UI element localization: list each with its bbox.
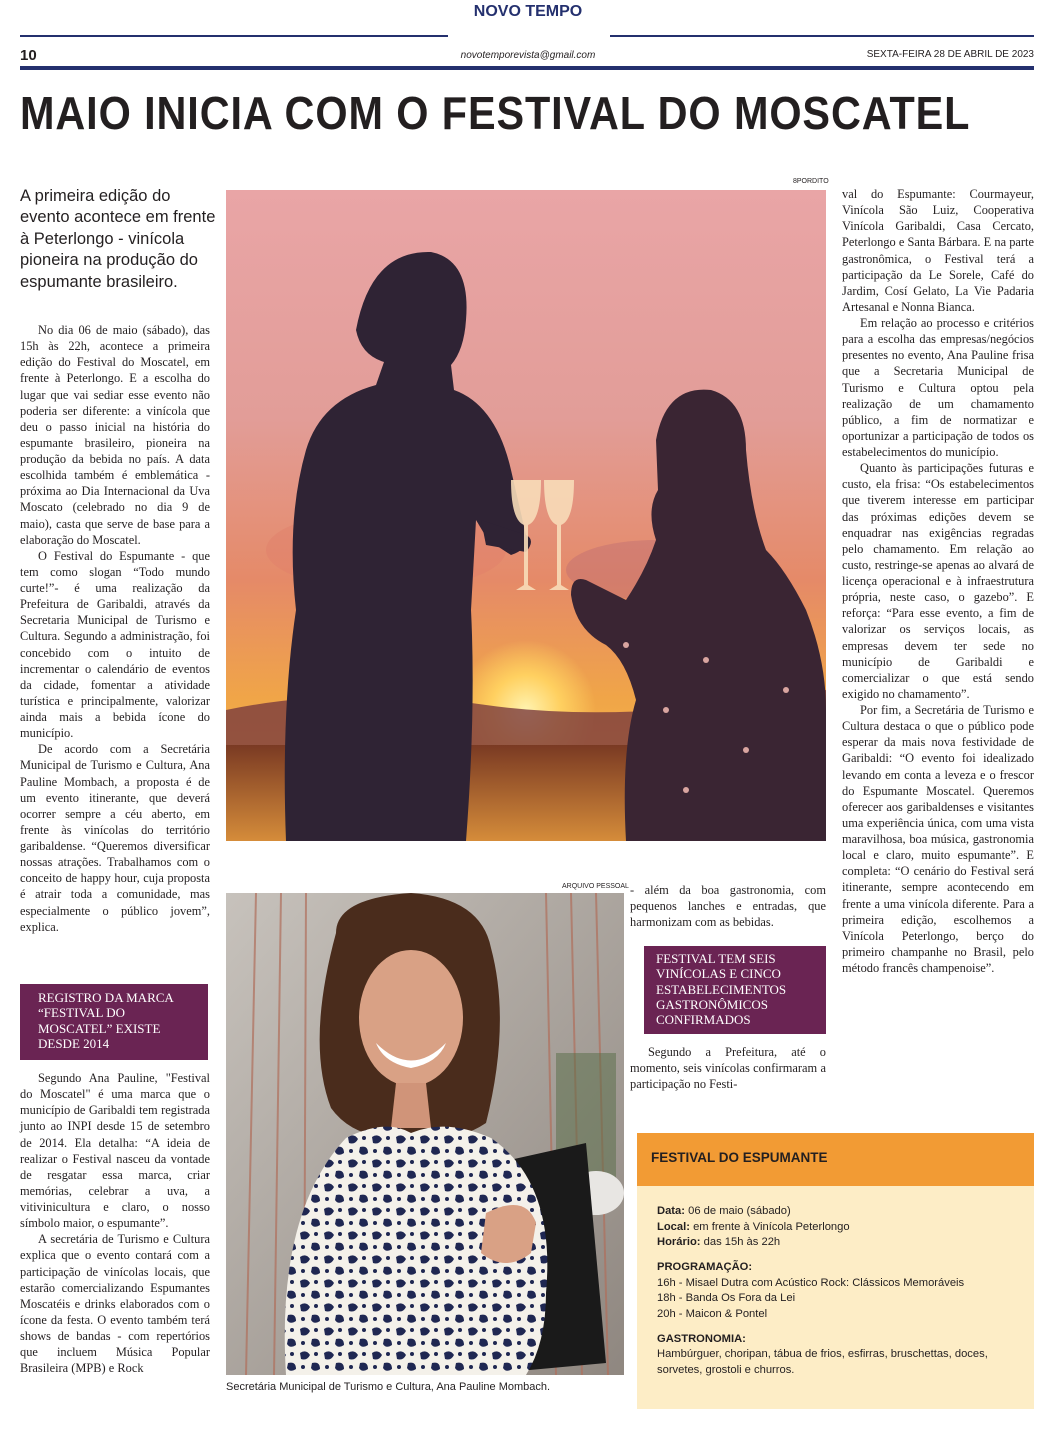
program-heading: PROGRAMAÇÃO: xyxy=(657,1261,753,1274)
info-time-value: das 15h às 22h xyxy=(703,1236,781,1249)
info-food-label xyxy=(657,1332,1034,1348)
paragraph: De acordo com a Secretária Municipal de Turismo e Cultura, Ana Pauline Mombach, a proposta é de um evento itinerante, que deverá ocorrer sempre a céu aberto, em frente às vinícolas do território garibaldense. “Queremos diversificar nossas atrações. Trabalhamos com o conceito de happy hour, cuja proposta é atrair toda a comunidade, mas especialmente o público jovem”, explica. xyxy=(20,742,210,934)
program-item: 20h - Maicon & Pontel xyxy=(657,1308,768,1321)
header-rule-right xyxy=(610,35,1034,37)
info-box-title: FESTIVAL DO ESPUMANTE xyxy=(637,1133,1034,1186)
paragraph: Segundo Ana Pauline, "Festival do Moscatel" é uma marca que o município de Garibaldi tem registrada junto ao INPI desde 15 de setembro de 2014. Ela detalha: “A ideia de realizar o Festival nasceu da vontade de resgatar essa marca, criar memórias, celebrar a uva, a vitivinicultura e claro, o nosso símbolo maior, o espumante”. xyxy=(20,1071,210,1231)
body-column-2 xyxy=(630,882,826,930)
masthead: NOVO TEMPO xyxy=(473,3,583,20)
event-info-box xyxy=(637,1133,1034,1409)
header-rule-left xyxy=(20,35,448,37)
info-location-label: Local: xyxy=(657,1220,690,1233)
paragraph: Por fim, a Secretária de Turismo e Cultura destaca o que o público pode esperar da mais nova festividade de Garibaldi: “O evento foi idealizado levando em conta a leveza e o frescor do Espumante Moscatel. Queremos oferecer aos garibaldenses e visitantes uma experiência única, com uma vista maravilhosa, boa música, gastronomia local e claro, muito espumante”. E completa: “O cenário do Festival será itinerante, sempre acontecendo em frente a uma vinícola diferente. Para a primeira edição, escolhemos a Vinícola Peterlongo, berço do primeiro champanhe no Brasil, pelo método francês champenoise”. xyxy=(842,703,1034,975)
paragraph: - além da boa gastronomia, com pequenos lanches e entradas, que harmonizam com as bebidas. xyxy=(630,883,826,930)
info-date xyxy=(657,1204,1034,1220)
program-item: 16h - Misael Dutra com Acústico Rock: Clássicos Memoráveis xyxy=(657,1276,965,1289)
callout-brand-registration: REGISTRO DA MARCA “FESTIVAL DO MOSCATEL” EXISTE DESDE 2014 xyxy=(20,984,208,1060)
photo-couple-toast xyxy=(226,190,826,841)
info-program-label xyxy=(657,1260,1034,1276)
photo-credit-main: 8PORDITO xyxy=(793,178,829,185)
paragraph: A secretária de Turismo e Cultura explica que o evento contará com a participação de vinícolas locais, que estarão comercializando Espumantes Moscatéis e drinks elaborados com o ícone da festa. O evento também terá shows de bandas - com repertórios que incluem Música Popular Brasileira (MPB) e Rock xyxy=(20,1232,210,1376)
body-column-1 xyxy=(20,322,210,935)
article-lead: A primeira edição do evento acontece em frente à Peterlongo - vinícola pioneira na produção do espumante brasileiro. xyxy=(20,187,216,291)
info-location xyxy=(657,1220,1034,1236)
paragraph: Quanto às participações futuras e custo, ela frisa: “Os estabelecimentos que tiverem interesse em participar das próximas edições devem se enquadrar nas exigências regradas pelo chamamento. Em relação ao custo, restringe-se apenas ao alvará de licença operacional e à infraestrutura própria, neste caso, o gazebo”. E reforça: “Para esse evento, a fim de valorizar os serviços locais, as empresas devem ter sede no município de Garibaldi e comercializar o que está sendo exigido no chamamento”. xyxy=(842,461,1034,701)
program-item: 18h - Banda Os Fora da Lei xyxy=(657,1292,796,1305)
info-time xyxy=(657,1235,1034,1251)
body-column-3 xyxy=(842,186,1034,976)
info-location-value: em frente à Vinícola Peterlongo xyxy=(693,1220,850,1233)
paragraph: No dia 06 de maio (sábado), das 15h às 22h, acontece a primeira edição do Festival do Moscatel, em frente à Peterlongo. E a escolha do lugar que vai sediar esse evento não poderia ser diferente: a vinícola que deu o passo inicial na história do espumante brasileiro, pioneira na produção da bebida no país. A data escolhida também é emblemática - próxima ao Dia Internacional da Uva Moscato (celebrado no dia 9 de maio), casta que serve de base para a elaboração do Moscatel. xyxy=(20,323,210,547)
info-time-label: Horário: xyxy=(657,1236,701,1249)
body-column-1-continued xyxy=(20,1070,210,1376)
info-date-value: 06 de maio (sábado) xyxy=(688,1205,791,1217)
paragraph: O Festival do Espumante - que tem como slogan “Todo mundo curte!”- é uma realização da Prefeitura de Garibaldi, através da Secretaria Municipal de Turismo e Cultura. Segundo a administração, foi concebido com o intuito de incrementar o calendário de eventos da cidade, fomentar a atividade turística e principalmente, valorizar ainda mais a bebida ícone do município. xyxy=(20,548,210,741)
paragraph: val do Espumante: Courmayeur, Vinícola São Luiz, Cooperativa Vinícola Garibaldi, Casa Cercato, Peterlongo e Santa Bárbara. E na parte gastronômica, o Festival terá a participação da Le Sorele, Café do Jardim, Cosí Gelato, La Vie Padaria Artesanal e Nonna Bianca. xyxy=(842,187,1034,314)
contact-email[interactable]: novotemporevista@gmail.com xyxy=(460,50,596,61)
portrait-illustration xyxy=(226,893,624,1375)
paragraph: Em relação ao processo e critérios para a escolha das empresas/negócios presentes no evento, Ana Pauline frisa que a Secretaria Municipal de Turismo e Cultura optou pela realização de um chamamento público, a fim de normatizar e oportunizar a participação de todos os estabelecimentos do município. xyxy=(842,316,1034,459)
photo-caption: Secretária Municipal de Turismo e Cultura, Ana Pauline Mombach. xyxy=(226,1381,551,1393)
sunset-toast-illustration xyxy=(226,190,826,841)
article-headline: MAIO INICIA COM O FESTIVAL DO MOSCATEL xyxy=(20,87,971,139)
photo-credit-second: ARQUIVO PESSOAL xyxy=(562,883,629,890)
paragraph: Segundo a Prefeitura, até o momento, seis vinícolas confirmaram a participação no Festi- xyxy=(630,1045,826,1092)
header-bar xyxy=(20,66,1034,70)
callout-confirmed-participants: FESTIVAL TEM SEIS VINÍCOLAS E CINCO ESTABELECIMENTOS GASTRONÔMICOS CONFIRMADOS xyxy=(644,946,826,1034)
body-column-2-continued xyxy=(630,1044,826,1092)
food-list: Hambúrguer, choripan, tábua de frios, esfirras, bruschettas, doces, sorvetes, grostoli e churros. xyxy=(657,1348,988,1377)
info-date-label: Data: xyxy=(657,1205,685,1217)
info-box-body xyxy=(637,1186,1034,1379)
food-heading: GASTRONOMIA: xyxy=(657,1332,746,1345)
issue-date: SEXTA-FEIRA 28 DE ABRIL DE 2023 xyxy=(866,49,1034,60)
page-number: 10 xyxy=(20,47,37,64)
photo-ana-pauline xyxy=(226,893,624,1375)
